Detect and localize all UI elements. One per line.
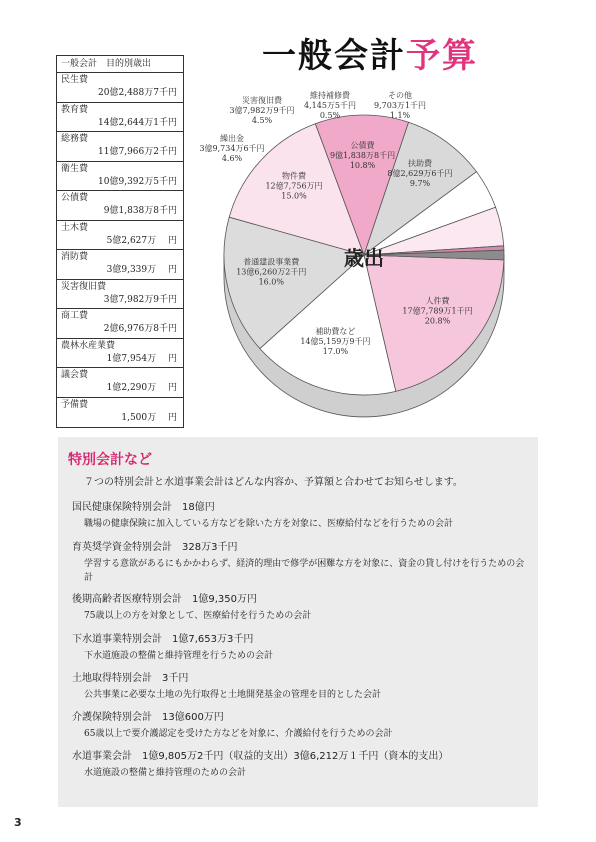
row-amount: 3億9,339万 円 (106, 265, 177, 275)
row-name: 公債費 (61, 193, 89, 203)
row-amount: 3億7,982万9千円 (103, 294, 177, 305)
account-title: 国民健康保険特別会計 18億円 (72, 502, 215, 513)
account-title: 育英奨学資金特別会計 328万3千円 (72, 542, 238, 553)
row-name: 議会費 (61, 370, 89, 380)
account-item (72, 501, 532, 531)
account-item (72, 593, 532, 623)
slice-amount: 3億7,982万9千円 (229, 106, 295, 115)
row-amount: 11億7,966万2千円 (98, 147, 177, 157)
slice-percent: 20.8% (424, 316, 451, 326)
account-desc: 水道施設の整備と維持管理のための会計 (84, 768, 247, 778)
special-intro: ７つの特別会計と水道事業会計はどんな内容か、予算額と合わせてお知らせします。 (84, 477, 463, 488)
slice-amount: 4,145万5千円 (304, 101, 356, 110)
slice-amount: 8億2,629万6千円 (387, 169, 453, 179)
row-amount: 1億2,290万 円 (106, 383, 177, 393)
account-title: 水道事業会計 1億9,805万2千円（収益的支出）3億6,212万１千円（資本的支出） (72, 751, 449, 762)
account-item (72, 672, 532, 702)
row-name: 民生費 (61, 75, 89, 85)
row-name: 総務費 (61, 134, 89, 144)
row-amount: 9億1,838万8千円 (103, 206, 177, 216)
page-number: 3 (14, 816, 22, 829)
row-name: 商工費 (61, 311, 89, 321)
account-desc: 75歳以上の方を対象として、医療給付を行うための会計 (84, 611, 312, 621)
slice-percent: 17.0% (322, 346, 349, 356)
row-amount: 2億6,976万8千円 (103, 324, 177, 334)
account-title: 後期高齢者医療特別会計 1億9,350万円 (72, 594, 257, 605)
slice-amount: 12億7,756万円 (265, 181, 323, 191)
account-item (72, 541, 532, 585)
table-header: 一般会計 目的別歳出 (57, 56, 183, 73)
slice-percent: 1.1% (389, 111, 411, 120)
special-accounts-panel (58, 437, 538, 807)
slice-percent: 4.6% (221, 154, 243, 163)
account-title: 下水道事業特別会計 1億7,653万3千円 (72, 634, 254, 645)
row-name: 予備費 (61, 399, 89, 410)
slice-name: 公債費 (350, 140, 375, 150)
slice-amount: 9,703万1千円 (374, 101, 426, 110)
account-title: 土地取得特別会計 3千円 (72, 673, 189, 684)
slice-amount: 14億5,159万9千円 (300, 336, 371, 346)
row-name: 災害復旧費 (61, 281, 107, 292)
slice-amount: 17億7,789万1千円 (402, 306, 473, 316)
account-title: 介護保険特別会計 13億600万円 (72, 712, 224, 723)
row-name: 教育費 (61, 104, 89, 115)
account-desc: 公共事業に必要な土地の先行取得と土地開発基金の管理を目的とした会計 (84, 690, 382, 700)
slice-name: 普通建設事業費 (243, 257, 300, 267)
row-amount: 10億9,392万5千円 (98, 176, 177, 187)
row-amount: 5億2,627万 円 (106, 235, 177, 246)
row-amount: 1,500万 円 (121, 412, 177, 423)
account-desc: 学習する意欲があるにもかかわらず、経済的理由で修学が困難な方を対象に、資金の貸し付けを行うための会計 (84, 559, 525, 583)
row-name: 消防費 (61, 252, 89, 262)
slice-percent: 9.7% (409, 179, 431, 189)
slice-percent: 16.0% (258, 277, 284, 287)
row-amount: 20億2,488万7千円 (98, 88, 177, 98)
slice-name: 維持補修費 (310, 91, 350, 100)
row-name: 土木費 (61, 222, 89, 233)
row-name: 衛生費 (61, 163, 89, 174)
slice-name: 繰出金 (220, 134, 244, 143)
account-item (72, 750, 532, 780)
page-title: 一般会計予算 (262, 36, 478, 76)
slice-percent: 10.8% (349, 160, 376, 170)
row-amount: 1億7,954万 円 (106, 353, 177, 364)
slice-name: その他 (388, 91, 412, 100)
account-desc: 職場の健康保険に加入している方などを除いた方を対象に、医療給付などを行うための会計 (84, 519, 454, 529)
slice-name: 補助費など (315, 326, 356, 336)
slice-percent: 4.5% (251, 116, 273, 125)
slice-percent: 0.5% (319, 111, 341, 120)
account-item (72, 633, 532, 663)
pie-center-label: 歳出 (344, 246, 384, 270)
account-desc: 下水道施設の整備と維持管理を行うための会計 (84, 651, 274, 661)
slice-name: 人件費 (425, 296, 450, 306)
account-item (72, 711, 532, 741)
slice-amount: 9億1,838万8千円 (329, 150, 396, 160)
slice-amount: 13億6,260万2千円 (236, 267, 307, 277)
slice-percent: 15.0% (281, 191, 307, 201)
account-desc: 65歳以上で要介護認定を受けた方などを対象に、介護給付を行うための会計 (84, 729, 393, 739)
slice-name: 扶助費 (407, 159, 432, 169)
special-heading: 特別会計など (68, 452, 152, 468)
slice-name: 物件費 (282, 171, 307, 181)
slice-amount: 3億9,734万6千円 (199, 144, 265, 153)
slice-name: 災害復旧費 (242, 96, 282, 105)
row-name: 農林水産業費 (61, 340, 116, 351)
row-amount: 14億2,644万1千円 (98, 117, 177, 128)
